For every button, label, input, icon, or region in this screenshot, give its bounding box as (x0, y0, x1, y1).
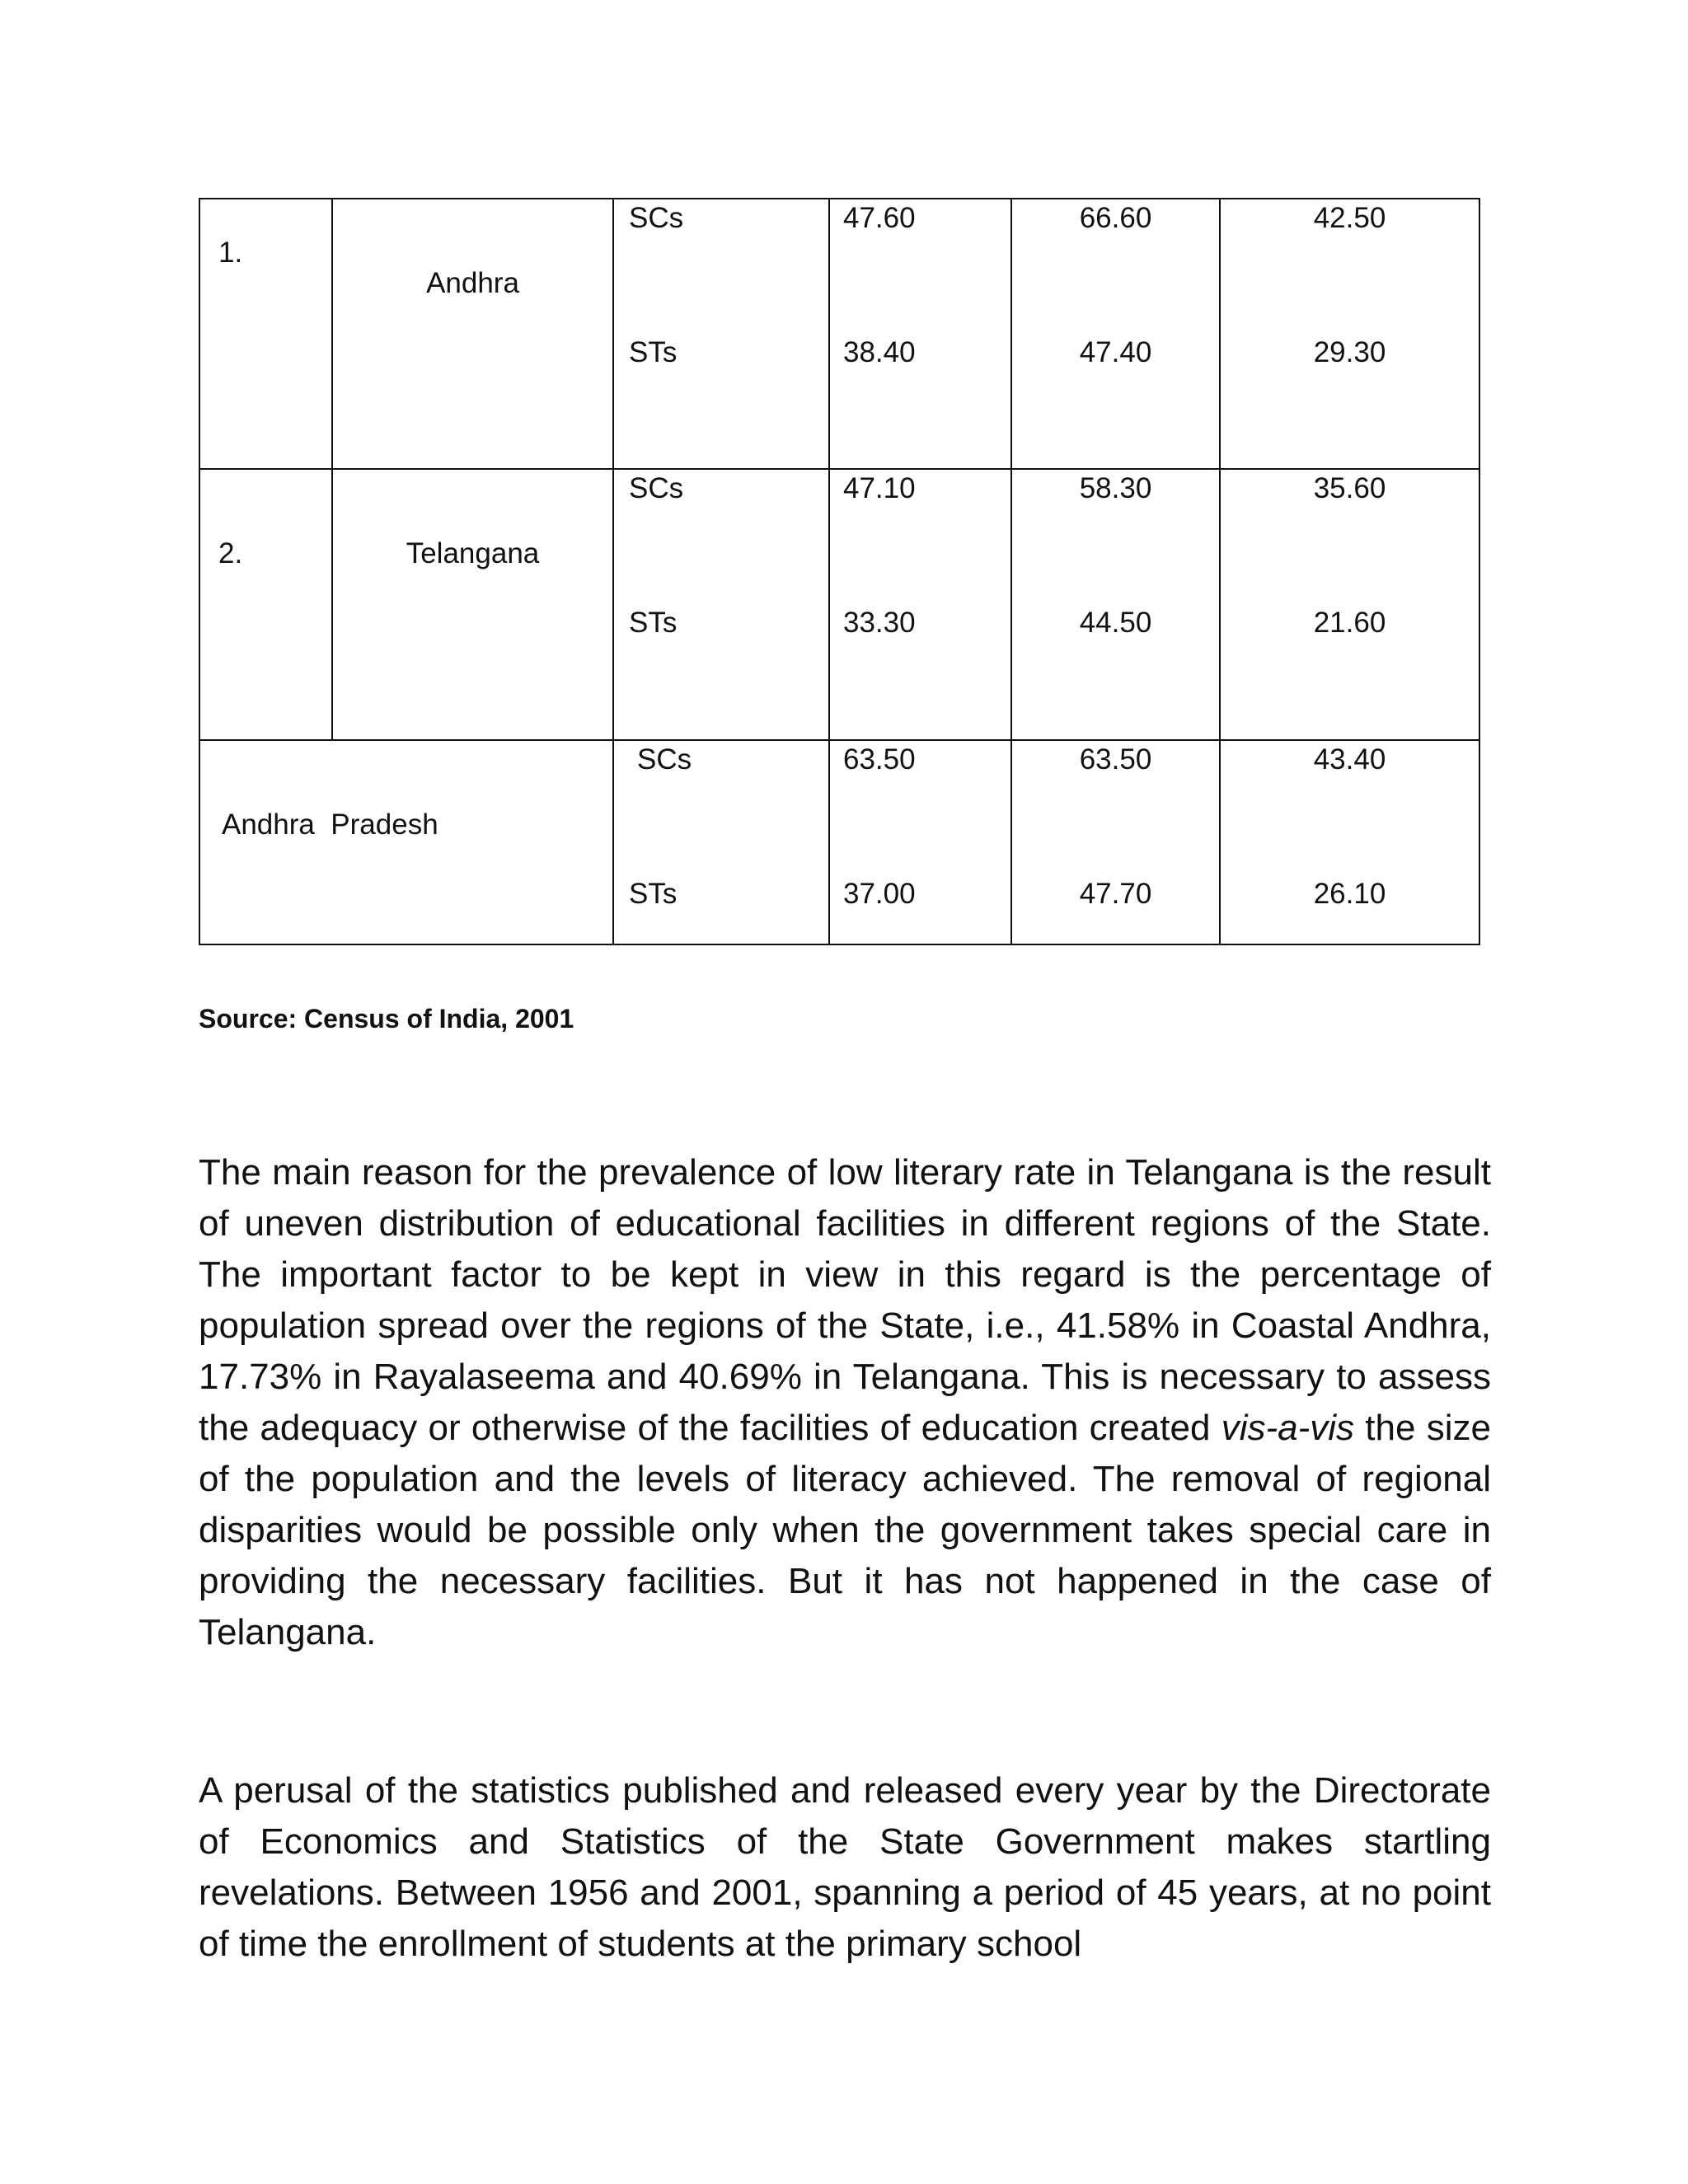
value-cell: 47.10 33.30 (829, 469, 1011, 740)
table-row-total (199, 740, 1479, 944)
value-cell: 58.30 44.50 (1011, 469, 1220, 740)
paragraph: A perusal of the statistics published and released every year by the Directorate of Economics and Statistics of the State Government makes startling revelations. Between 1956 and 2001, spanning a period of 45 years, at no point of time the enrollment of students at the primary school (199, 1770, 1491, 1964)
sno-cell: 1. (199, 199, 332, 469)
region-cell: Andhra Pradesh (199, 740, 613, 944)
table-row (199, 199, 1479, 469)
group-cell: SCs STs (613, 199, 829, 469)
literacy-table (199, 198, 1480, 945)
sno-cell: 2. (199, 469, 332, 740)
group-cell: SCs STs (613, 740, 829, 944)
value-cell: 35.60 21.60 (1220, 469, 1479, 740)
table-source: Source: Census of India, 2001 (199, 1004, 574, 1033)
value-cell: 47.60 38.40 (829, 199, 1011, 469)
region-cell: Telangana (332, 469, 613, 740)
value-cell: 43.40 26.10 (1220, 740, 1479, 944)
group-cell: SCs STs (613, 469, 829, 740)
value-cell: 66.60 47.40 (1011, 199, 1220, 469)
paragraph: The main reason for the prevalence of low literary rate in Telangana is the result of uneven distribution of educational facilities in different regions of the State. The important factor to be kept in view in this regard is the percentage of population spread over the regions of the State, i.e., 41.58% in Coastal Andhra, 17.73% in Rayalaseema and 40.69% in Telangana. This is necessary to assess the adequacy or otherwise of the facilities of education created vis-a-vis the size of the population and the levels of literacy achieved. The removal of regional disparities would be possible only when the government takes special care in providing the necessary facilities. But it has not happened in the case of Telangana. (199, 1152, 1491, 1652)
value-cell: 63.50 37.00 (829, 740, 1011, 944)
value-cell: 42.50 29.30 (1220, 199, 1479, 469)
region-cell: Andhra (332, 199, 613, 469)
table-row (199, 469, 1479, 740)
value-cell: 63.50 47.70 (1011, 740, 1220, 944)
